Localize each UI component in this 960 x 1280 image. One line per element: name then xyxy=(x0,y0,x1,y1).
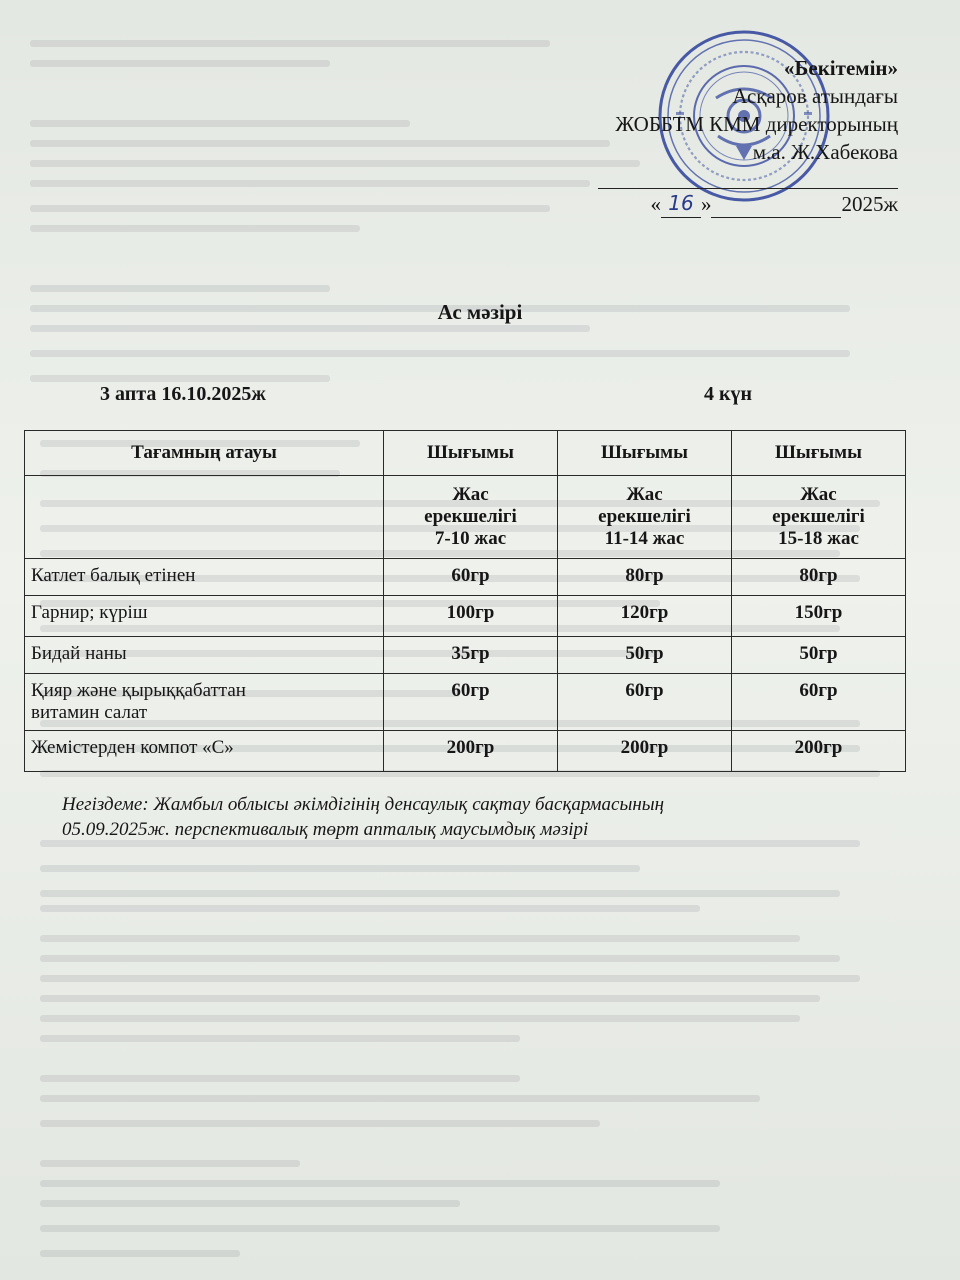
bleed-line xyxy=(30,180,590,187)
header-yield-1: Шығымы xyxy=(384,431,558,476)
yield-value: 35гр xyxy=(384,637,558,674)
bleed-line xyxy=(40,995,820,1002)
basis-note xyxy=(62,792,882,842)
age-group-row xyxy=(25,476,906,559)
header-yield-3: Шығымы xyxy=(732,431,906,476)
bleed-line xyxy=(30,205,550,212)
dish-name: Катлет балық етінен xyxy=(25,559,384,596)
basis-line-1: Негіздеме: Жамбыл облысы әкімдігінің денсаулық сақтау басқармасының xyxy=(62,794,665,815)
bleed-line xyxy=(40,1160,300,1167)
yield-value: 60гр xyxy=(384,559,558,596)
age-group-7-10 xyxy=(384,476,558,559)
bleed-line xyxy=(30,375,330,382)
approval-line-3: м.а. Ж.Хабекова xyxy=(752,140,898,164)
header-dish-name: Тағамның атауы xyxy=(25,431,384,476)
age-label: ерекшелігі xyxy=(424,506,517,527)
yield-value: 60гр xyxy=(558,674,732,731)
menu-table xyxy=(24,430,906,772)
bleed-line xyxy=(40,1095,760,1102)
age-label: ерекшелігі xyxy=(598,506,691,527)
dish-name: Бидай наны xyxy=(25,637,384,674)
bleed-line xyxy=(40,905,700,912)
header-yield-2: Шығымы xyxy=(558,431,732,476)
approval-line-2: ЖОББТМ КММ директорының xyxy=(615,112,898,136)
bleed-line xyxy=(30,140,610,147)
bleed-line xyxy=(30,325,590,332)
date-open-quote: « xyxy=(650,192,661,216)
age-range: 11-14 жас xyxy=(604,528,685,549)
age-label: ерекшелігі xyxy=(772,506,865,527)
approval-line-1: Асқаров атындағы xyxy=(732,84,898,108)
age-label: Жас xyxy=(626,484,663,505)
date-month-blank xyxy=(711,193,841,218)
basis-line-2: 05.09.2025ж. перспективалық төрт апталық маусымдық мәзірі xyxy=(62,819,589,840)
yield-value: 60гр xyxy=(384,674,558,731)
bleed-line xyxy=(30,60,330,67)
bleed-line xyxy=(40,1180,720,1187)
bleed-line xyxy=(30,285,330,292)
approval-title: «Бекітемін» xyxy=(783,56,898,80)
day-number: 4 күн xyxy=(704,383,753,405)
bleed-line xyxy=(40,865,640,872)
bleed-line xyxy=(40,890,840,897)
yield-value: 120гр xyxy=(558,596,732,637)
bleed-line xyxy=(40,1015,800,1022)
bleed-line xyxy=(30,350,850,357)
table-row xyxy=(25,559,906,596)
table-row xyxy=(25,731,906,772)
bleed-line xyxy=(30,120,410,127)
dish-name-line: витамин салат xyxy=(31,702,148,723)
table-row xyxy=(25,674,906,731)
table-row xyxy=(25,637,906,674)
table-header-row xyxy=(25,431,906,476)
dish-name-line: Қияр және қырыққабаттан xyxy=(31,680,246,701)
signature-line xyxy=(598,166,898,189)
yield-value: 150гр xyxy=(732,596,906,637)
table-row xyxy=(25,596,906,637)
age-group-blank xyxy=(25,476,384,559)
week-date: 3 апта 16.10.2025ж xyxy=(100,383,266,405)
age-range: 15-18 жас xyxy=(778,528,859,549)
bleed-line xyxy=(40,1250,240,1257)
bleed-line xyxy=(40,1035,520,1042)
yield-value: 50гр xyxy=(732,637,906,674)
yield-value: 50гр xyxy=(558,637,732,674)
age-label: Жас xyxy=(800,484,837,505)
approval-date xyxy=(538,189,898,218)
age-label: Жас xyxy=(452,484,489,505)
bleed-line xyxy=(40,935,800,942)
bleed-line xyxy=(40,1200,460,1207)
age-group-11-14 xyxy=(558,476,732,559)
yield-value: 200гр xyxy=(732,731,906,772)
yield-value: 80гр xyxy=(558,559,732,596)
date-close-quote: » xyxy=(700,192,712,216)
bleed-line xyxy=(30,225,360,232)
yield-value: 60гр xyxy=(732,674,906,731)
bleed-line xyxy=(40,955,840,962)
yield-value: 200гр xyxy=(558,731,732,772)
dish-name xyxy=(25,674,384,731)
yield-value: 200гр xyxy=(384,731,558,772)
dish-name: Гарнир; күріш xyxy=(25,596,384,637)
document-title: Ас мәзірі xyxy=(437,300,523,324)
bleed-line xyxy=(40,1075,520,1082)
bleed-line xyxy=(40,975,860,982)
signature-line-row xyxy=(538,166,898,189)
yield-value: 100гр xyxy=(384,596,558,637)
age-range: 7-10 жас xyxy=(434,528,507,549)
date-day: 16 xyxy=(661,189,701,218)
dish-name: Жемістерден компот «С» xyxy=(25,731,384,772)
date-year: 2025ж xyxy=(841,192,898,216)
yield-value: 80гр xyxy=(732,559,906,596)
approval-block xyxy=(538,54,898,218)
age-group-15-18 xyxy=(732,476,906,559)
bleed-line xyxy=(40,1120,600,1127)
bleed-line xyxy=(30,40,550,47)
bleed-line xyxy=(40,1225,720,1232)
